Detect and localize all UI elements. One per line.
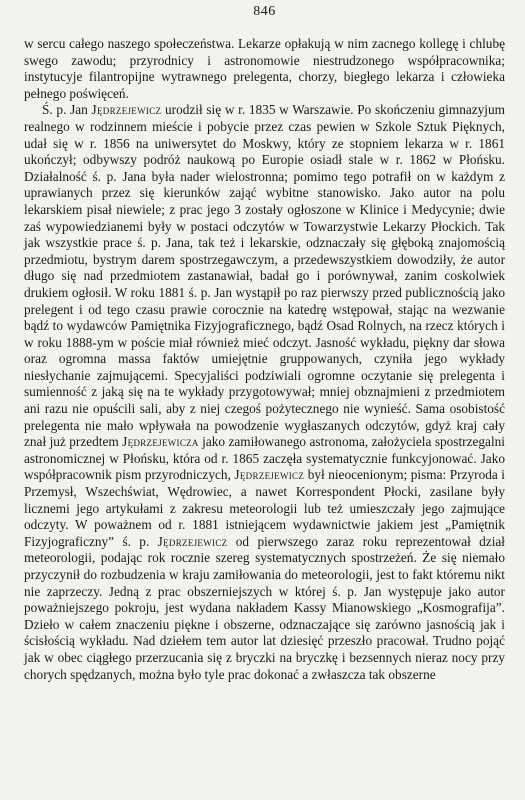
text-run: był nieocenionym; pisma: Przyroda i Przemysł, Wszechświat, Wędrowiec, a nawet Korrespondent Płocki, zasilane były licznemi jego artykułami z zakresu meteorologii lub też umieszczały jego zajmujące odczyty. W poważnem od r. 1881 istniejącem wydawnictwie jakiem jest „Pamiętnik Fizyjograficzny” ś. p.	[24, 467, 505, 549]
surname-small-caps: Jędrzejewicz	[234, 467, 305, 483]
surname-small-caps: Jędrzejewicz	[91, 102, 162, 118]
text-run: Ś. p. Jan	[42, 102, 92, 118]
text-run: w sercu całego naszego społeczeństwa. Lekarze opłakują w nim zacnego kollegę i chlubę swego zawodu; przyrodnicy i astronomowie niestrudzonego współpracownika; instytucyje filantropijne wytrawnego prelegenta, chorzy, biegłego lekarza i człowieka pełnego poświęceń.	[24, 36, 505, 101]
paragraph-1	[24, 36, 505, 102]
page-number: 846	[253, 4, 276, 19]
surname-small-caps: Jędrzejewicza	[122, 434, 199, 450]
text-run: urodził się w r. 1835 w Warszawie. Po skończeniu gimnazyjum realnego w rodzinnem mieście i pobycie przez czas pewien w Szkole Sztuk Pięknych, udał się w r. 1856 na uniwersytet do Moskwy, który ze stopniem lekarza w r. 1861 ukończył; odbywszy podróż naukową po Europie osiadł stale w r. 1862 w Płońsku. Działalność ś. p. Jana była nader wielostronna; pomimo tego potrafił on w każdym z uprawianych przez się kierunków zająć wybitne stanowisko. Jako autor na polu lekarskiem pisał niewiele; z prac jego 3 zostały ogłoszone w Klinice i Medycynie; dwie zaś wypowiedzianemi były w postaci odczytów w Towarzystwie Lekarzy Płockich. Tak jak wszystkie prace ś. p. Jana, tak też i lekarskie, odznaczały się głęboką znajomością przedmiotu, bystrym darem spostrzegawczym, a przedewszystkiem dowodziły, że autor długo się nad przedmiotem zastanawiał, badał go i porównywał, zanim coskolwiek drukiem ogłosił. W roku 1881 ś. p. Jan wystąpił po raz pierwszy przed publicznością jako prelegent i od tego czasu prawie corocznie na katedrę wstępował, stając na wezwanie bądź to wydawców Pamiętnika Fizyjograficznego, bądź Osad Rolnych, na rzecz których i w roku 1888-ym w poście miał również mieć odczyt. Jasność wykładu, piękny dar słowa oraz ogromna massa faktów umiejętnie gruppowanych, czyniła jego wykłady niesłychanie zajmującemi. Specyjaliści podziwiali ogromne oczytanie się prelegenta i sumienność z jaką się na te wykłady przygotowywał; mniej obznajmieni z przedmiotem ani razu nie opuścili sali, aby z niej czegoś pożytecznego nie wynieść. Sama osobistość prelegenta nie mało wpływała na powodzenie wygłaszanych odczytów, gdyż kraj cały znał już przedtem	[24, 102, 505, 450]
paragraph-2	[24, 102, 505, 683]
text-run: od pierwszego zaraz roku reprezentował dział meteorologii, podając rok rocznie szereg systematycznych spostrzeżeń. Że się niemało przyczynił do rozbudzenia w kraju zamiłowania do meteorologii, jest to fakt któremu nikt nie zaprzeczy. Jedną z prac obszerniejszych w której ś. p. Jan występuje jako autor poważniejszego pokroju, jest wydana nakładem Kassy Mianowskiego „Kosmografija”. Dzieło w całem znaczeniu piękne i obszerne, odznaczające się zarówno jasnością jak i ścisłością wykładu. Nad dziełem tem autor lat dziesięć przeszło pracował. Trudno pojąć jak w obec ciągłego przerzucania się z bryczki na bryczkę i bezsennych nieraz nocy przy chorych spędzanych, można było tyle prac dokonać a zwłaszcza tak obszerne	[24, 533, 506, 682]
surname-small-caps: Jędrzejewicz	[157, 533, 228, 549]
text-run: jako zamiłowanego astronoma, założyciela spostrzegalni astronomicznej w Płońsku, która od r. 1865 zaczęła systematycznie funkcyjonować. Jako współpracownik pism przyrodniczych,	[24, 434, 505, 483]
